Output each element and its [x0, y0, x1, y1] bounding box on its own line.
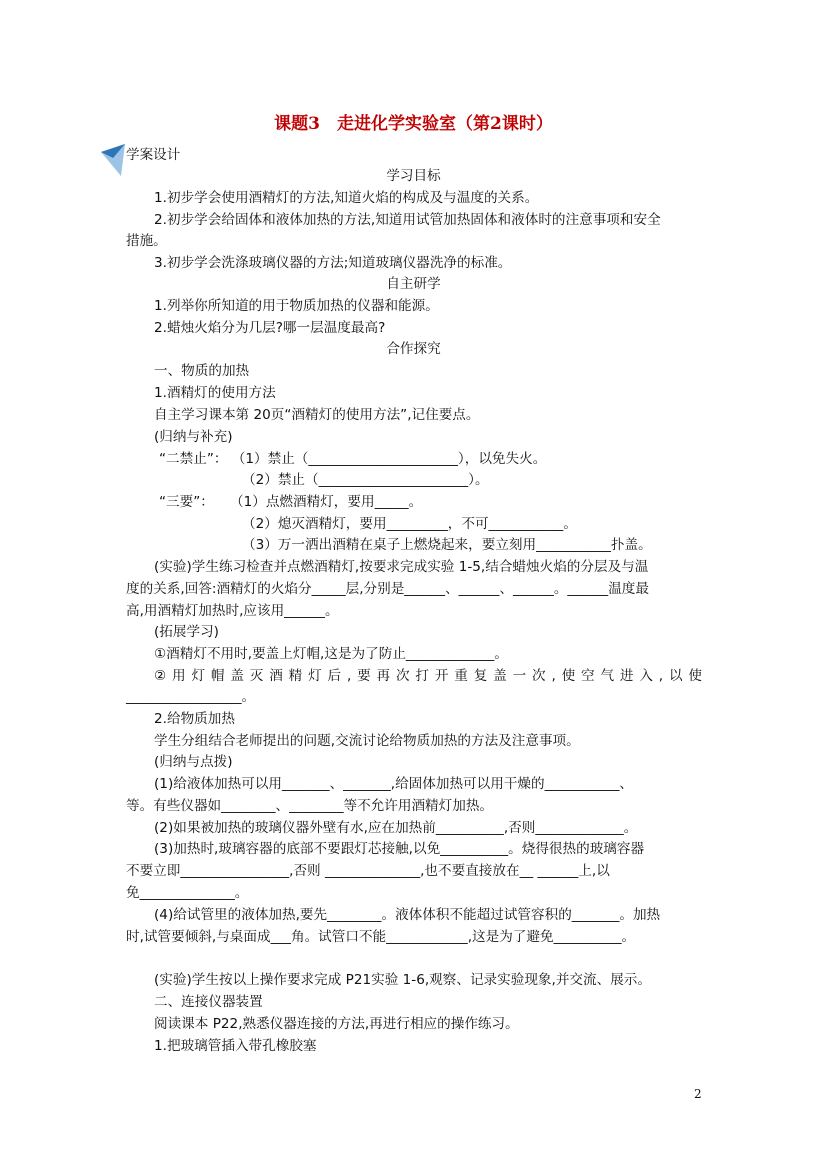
heating-read: 学生分组结合老师提出的问题,交流讨论给物质加热的方法及注意事项。 — [154, 733, 580, 749]
lamp-usage-read: 自主学习课本第 20页“酒精灯的使用方法”,记住要点。 — [154, 407, 480, 423]
part1-heading: 一、物质的加热 — [154, 363, 250, 379]
section-label: 学案设计 — [126, 147, 181, 163]
objective-1: 1.初步学会使用酒精灯的方法,知道火焰的构成及与温度的关系。 — [154, 190, 539, 206]
part2-heading: 二、连接仪器装置 — [154, 994, 263, 1010]
objectives-heading: 学习目标 — [386, 168, 441, 184]
part2-item-1: 1.把玻璃管插入带孔橡胶塞 — [154, 1038, 317, 1054]
experiment-1-line2: 度的关系,回答:酒精灯的火焰分_____层,分别是______、______、______。______温度最 — [126, 581, 649, 597]
lamp-usage-title: 1.酒精灯的使用方法 — [154, 385, 276, 401]
page-number: 2 — [694, 1087, 702, 1101]
heating-summary: (归纳与点拨) — [154, 754, 233, 770]
cooperate-heading: 合作探究 — [386, 341, 441, 357]
heating-1: (1)给液体加热可以用_______、_______,给固体加热可以用干燥的___________、 — [154, 776, 633, 792]
heating-3: (3)加热时,玻璃容器的底部不要跟灯芯接触,以免__________。烧得很热的玻璃容器 — [154, 841, 645, 857]
objective-2-cont: 措施。 — [126, 233, 167, 249]
heating-4: (4)给试管里的液体加热,要先________。液体体积不能超过试管容积的_______。加热 — [154, 907, 661, 923]
heating-title: 2.给物质加热 — [154, 711, 235, 727]
extension-2-cont: _________________。 — [126, 689, 256, 705]
heating-3-cont2: 免______________。 — [126, 885, 249, 901]
experiment-1-line1: (实验)学生练习检查并点燃酒精灯,按要求完成实验 1-5,结合蜡烛火焰的分层及与温 — [154, 559, 649, 575]
self-study-q1: 1.列举你所知道的用于物质加热的仪器和能源。 — [154, 298, 439, 314]
forbid-2: （2）禁止（______________________）。 — [242, 472, 489, 488]
lamp-usage-summary: (归纳与补充) — [154, 429, 233, 445]
heating-1-cont: 等。有些仪器如________、________等不允许用酒精灯加热。 — [126, 798, 494, 814]
extension-label: (拓展学习) — [154, 624, 219, 640]
must-3: （3）万一洒出酒精在桌子上燃烧起来，要立刻用___________扑盖。 — [242, 537, 652, 553]
objective-3: 3.初步学会洗涤玻璃仪器的方法;知道玻璃仪器洗净的标准。 — [154, 255, 512, 271]
experiment-1-line3: 高,用酒精灯加热时,应该用______。 — [126, 603, 339, 619]
extension-2: ②用灯帽盖灭酒精灯后,要再次打开重复盖一次,使空气进入,以使 — [154, 668, 702, 684]
must-1: （1）点燃酒精灯，要用_____。 — [230, 494, 423, 510]
self-study-q2: 2.蜡烛火焰分为几层?哪一层温度最高? — [154, 320, 386, 336]
extension-1: ①酒精灯不用时,要盖上灯帽,这是为了防止_____________。 — [154, 646, 508, 662]
part2-read: 阅读课本 P22,熟悉仪器连接的方法,再进行相应的操作练习。 — [154, 1016, 519, 1032]
heating-3-cont: 不要立即________________,否则 ______________,也不要直接放在__ ______上,以 — [126, 863, 610, 879]
page-title: 课题3 走进化学实验室（第2课时） — [274, 114, 553, 134]
must-2: （2）熄灭酒精灯，要用_________，不可___________。 — [242, 516, 577, 532]
experiment-2: (实验)学生按以上操作要求完成 P21实验 1-6,观察、记录实验现象,并交流、展示。 — [154, 972, 651, 988]
heating-2: (2)如果被加热的玻璃仪器外壁有水,应在加热前__________,否则_____________。 — [154, 820, 638, 836]
forbid-1: “二禁止”： （1）禁止（______________________），以免失火。 — [159, 451, 547, 467]
self-study-heading: 自主研学 — [386, 276, 441, 292]
objective-2: 2.初步学会给固体和液体加热的方法,知道用试管加热固体和液体时的注意事项和安全 — [154, 212, 661, 228]
must-label: “三要”： — [159, 494, 214, 510]
heating-4-cont: 时,试管要倾斜,与桌面成___角。试管口不能____________,这是为了避免__________。 — [126, 929, 636, 945]
